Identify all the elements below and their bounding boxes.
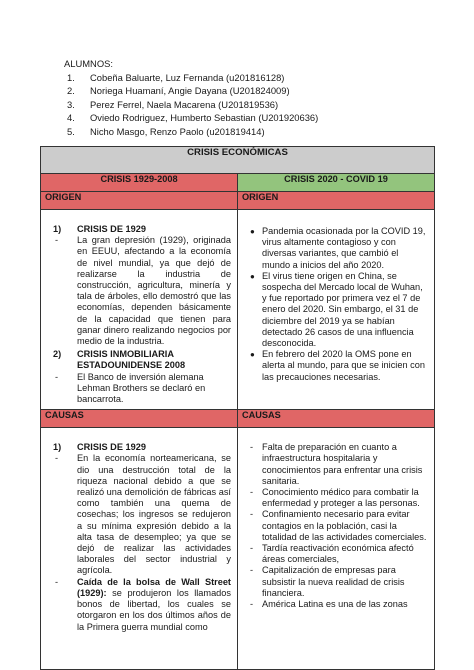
student-item xyxy=(64,84,318,98)
causas-left-cell xyxy=(41,428,238,670)
origen-heading-2008: 2) CRISIS INMOBILIARIA ESTADOUNIDENSE 2008 xyxy=(53,349,186,371)
student-name: Noriega Huamaní, Angie Dayana (U201824009) xyxy=(90,85,290,97)
crisis-comparison-table xyxy=(40,146,435,670)
origen-paragraph-1929: - La gran depresión (1929), originada en EEUU, afectando a la economía de nivel mundial, ya que dejó de realizarse la industria de construcción, agricultura, minería y tala de árboles, ello demostró que las economías, dependen básicamente de la capacidad que tienen para ganar dinero realizando negocios por medio de la industria. xyxy=(55,235,231,347)
student-number: 4. xyxy=(67,112,75,124)
causas-label-left: CAUSAS xyxy=(41,410,238,428)
causas-label-right: CAUSAS xyxy=(238,410,435,428)
table-title: CRISIS ECONÓMICAS xyxy=(41,147,435,174)
students-list xyxy=(64,71,318,139)
origen-paragraph-2008: - El Banco de inversión alemana Lehman Brothers se declaró en bancarrota. xyxy=(55,371,206,405)
student-item xyxy=(64,125,318,139)
student-name: Oviedo Rodriguez, Humberto Sebastian (U201920636) xyxy=(90,112,319,124)
origen-label-left: ORIGEN xyxy=(41,192,238,210)
student-item xyxy=(64,111,318,125)
column-header-1929-2008: CRISIS 1929-2008 xyxy=(41,174,238,192)
causas-paragraph-wall-street: - Caída de la bolsa de Wall Street (1929): se produjeron los llamados bonos de libertad, los cuales se otorgaron en los dos últimos años de la Primera guerra mundial como xyxy=(55,576,231,632)
student-number: 1. xyxy=(67,71,75,83)
students-heading: ALUMNOS: xyxy=(64,58,113,69)
student-number: 3. xyxy=(67,98,75,110)
causas-dash-item: - Tardía reactivación económica afectó áreas comerciales, xyxy=(250,543,414,565)
origen-bullet-item: ● El virus tiene origen en China, se sospecha del Mercado local de Wuhan, y fue reportado por primera vez el 7 de enero del 2020. Sin embargo, el 31 de diciembre del 2019 ya se habían detectado 26 casos de una influencia desconocida. xyxy=(250,270,423,349)
students-section xyxy=(64,57,318,139)
column-header-2020-covid: CRISIS 2020 - COVID 19 xyxy=(238,174,435,192)
causas-dash-item: - Confinamiento necesario para evitar contagios en la población, casi la totalidad de las actividades comerciales. xyxy=(250,509,427,542)
causas-right-cell xyxy=(238,428,435,670)
origen-label-right: ORIGEN xyxy=(238,192,435,210)
student-number: 5. xyxy=(67,125,75,137)
causas-dash-item: - América Latina es una de las zonas xyxy=(250,599,408,610)
causas-heading-1929: 1) CRISIS DE 1929 xyxy=(53,442,146,453)
origen-left-cell xyxy=(41,210,238,410)
origen-bullet-item: ● Pandemia ocasionada por la COVID 19, virus altamente contagioso y con diversas variantes, que cambió el mundo a inicios del año 2020. xyxy=(250,226,426,270)
student-name: Perez Ferrel, Naela Macarena (U201819536) xyxy=(90,98,279,110)
causas-dash-item: - Falta de preparación en cuanto a infraestructura hospitalaria y conocimientos para enfrentar una crisis sanitaria. xyxy=(250,442,423,486)
origen-right-cell xyxy=(238,210,435,410)
student-name: Cobeña Baluarte, Luz Fernanda (u201816128) xyxy=(90,71,285,83)
student-number: 2. xyxy=(67,85,75,97)
origen-heading-1929: 1) CRISIS DE 1929 xyxy=(53,224,146,234)
student-item xyxy=(64,71,318,85)
causas-paragraph-1929: - En la economía norteamericana, se dio una destrucción total de la riqueza nacional debido a que se realizó una demolición de fábricas así como también una quema de cosechas; los ingresos se redujeron a su mínima expresión debido a la alta tasa de desempleo; ya que se dejó de realizar las actividades laborales del sector industrial y agrícola. xyxy=(55,453,231,576)
causas-dash-item: - Capitalización de empresas para subsistir la nueva realidad de crisis financiera. xyxy=(250,565,405,598)
student-item xyxy=(64,98,318,112)
student-name: Nicho Masgo, Renzo Paolo (u201819414) xyxy=(90,125,265,137)
origen-bullet-item: ● En febrero del 2020 la OMS pone en alerta al mundo, para que se inicien con las precauciones necesarias. xyxy=(250,349,425,382)
causas-dash-item: - Conocimiento médico para combatir la enfermedad y proteger a las personas. xyxy=(250,487,420,509)
